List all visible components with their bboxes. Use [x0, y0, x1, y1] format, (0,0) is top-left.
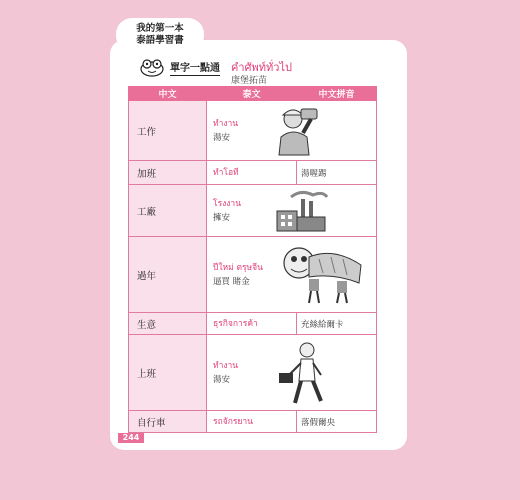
pinyin-cell: 充絲給爾卡: [297, 313, 377, 335]
table-row: [129, 185, 377, 237]
commuter-illustration: [277, 341, 333, 407]
lion-dance-illustration: [279, 243, 369, 305]
thai-word: โรงงาน: [213, 198, 242, 209]
table-row: [129, 313, 377, 335]
table-row: [129, 161, 377, 185]
pinyin-cell: 湯喔踢: [297, 161, 377, 185]
chinese-word: 自行車: [129, 411, 207, 433]
chinese-word: 工廠: [129, 185, 207, 237]
thai-word: ทำงาน: [213, 360, 239, 371]
thai-word: รถจักรยาน: [213, 416, 253, 427]
chinese-word: 生意: [129, 313, 207, 335]
phonetic-text: 逼買 睹金: [213, 276, 250, 287]
table-row: [129, 411, 377, 433]
thai-word: ปีใหม่ ตรุษจีน: [213, 262, 263, 273]
phonetic-text: 擁安: [213, 212, 231, 223]
table-row: [129, 237, 377, 313]
chinese-word: 過年: [129, 237, 207, 313]
worker-illustration: [273, 103, 323, 159]
vocab-table: [128, 86, 377, 433]
chinese-word: 加班: [129, 161, 207, 185]
table-row: [129, 101, 377, 161]
book-title-line2: 泰語學習書: [136, 35, 184, 46]
thai-cell: [207, 101, 377, 161]
book-title-line1: 我的第一本: [136, 23, 184, 34]
column-header-pinyin: 中文拼音: [297, 87, 377, 101]
book-title-badge: [116, 18, 204, 52]
mascot-icon: [138, 55, 168, 77]
column-header-chinese: 中文: [129, 87, 207, 101]
thai-word: ธุรกิจการค้า: [213, 318, 258, 329]
table-row: [129, 335, 377, 411]
column-header-thai: 泰文: [207, 87, 297, 101]
pinyin-cell: 落假爾央: [297, 411, 377, 433]
thai-cell: [207, 313, 297, 335]
thai-word: ทำงาน: [213, 118, 239, 129]
thai-cell: [207, 237, 377, 313]
section-label: 單字一點通: [170, 59, 220, 76]
thai-cell: [207, 185, 377, 237]
thai-cell: [207, 335, 377, 411]
section-thai-title: คำศัพท์ทั่วไป: [231, 61, 292, 74]
page-number: 244: [118, 433, 144, 443]
factory-illustration: [273, 189, 329, 233]
phonetic-text: 湯安: [213, 132, 231, 143]
section-header: [138, 53, 388, 87]
chinese-word: 上班: [129, 335, 207, 411]
thai-cell: [207, 161, 297, 185]
thai-word: ทำโอที: [213, 167, 239, 178]
chinese-word: 工作: [129, 101, 207, 161]
section-subtitle: 康堡拓苗: [231, 76, 268, 86]
table-header-row: [129, 87, 377, 101]
thai-cell: [207, 411, 297, 433]
phonetic-text: 湯安: [213, 374, 231, 385]
